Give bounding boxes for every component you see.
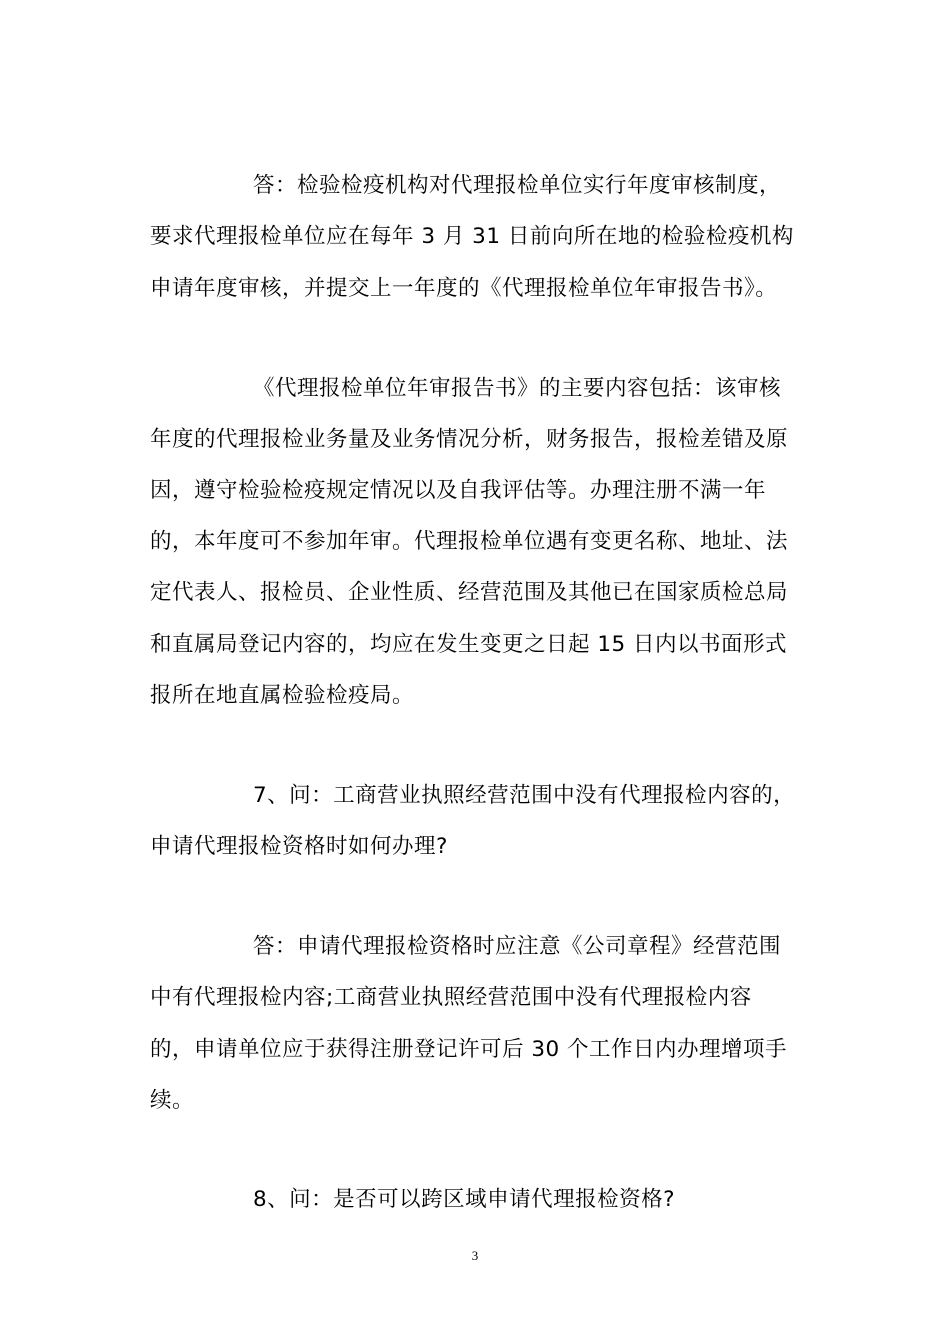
answer-7-line-4: 续。 <box>150 1088 195 1113</box>
question-7-line-1: 7、问：工商营业执照经营范围中没有代理报检内容的， <box>253 783 796 808</box>
paragraph-report-line-5: 定代表人、报检员、企业性质、经营范围及其他已在国家质检总局 <box>150 580 789 605</box>
answer-7-line-2: 中有代理报检内容;工商营业执照经营范围中没有代理报检内容 <box>150 985 752 1010</box>
paragraph-answer-6-line-3: 申请年度审核，并提交上一年度的《代理报检单位年审报告书》。 <box>150 276 778 301</box>
paragraph-report-line-2: 年度的代理报检业务量及业务情况分析，财务报告，报检差错及原 <box>150 427 789 452</box>
paragraph-report-line-3: 因，遵守检验检疫规定情况以及自我评估等。办理注册不满一年 <box>150 478 767 503</box>
question-8-line-1: 8、问：是否可以跨区域申请代理报检资格? <box>253 1187 676 1212</box>
paragraph-report-line-6: 和直属局登记内容的，均应在发生变更之日起 15 日内以书面形式 <box>150 632 788 657</box>
paragraph-report-line-4: 的，本年度可不参加年审。代理报检单位遇有变更名称、地址、法 <box>150 529 789 554</box>
paragraph-answer-6-line-1: 答：检验检疫机构对代理报检单位实行年度审核制度， <box>253 173 782 198</box>
question-7-line-2: 申请代理报检资格时如何办理? <box>150 834 448 859</box>
page-number: 3 <box>471 1248 479 1263</box>
paragraph-answer-6-line-2: 要求代理报检单位应在每年 3 月 31 日前向所在地的检验检疫机构 <box>150 224 794 249</box>
answer-7-line-1: 答：申请代理报检资格时应注意《公司章程》经营范围 <box>253 934 782 959</box>
paragraph-report-line-7: 报所在地直属检验检疫局。 <box>150 683 415 708</box>
answer-7-line-3: 的，申请单位应于获得注册登记许可后 30 个工作日内办理增项手 <box>150 1037 788 1062</box>
paragraph-report-line-1: 《代理报检单位年审报告书》的主要内容包括：该审核 <box>253 376 782 401</box>
